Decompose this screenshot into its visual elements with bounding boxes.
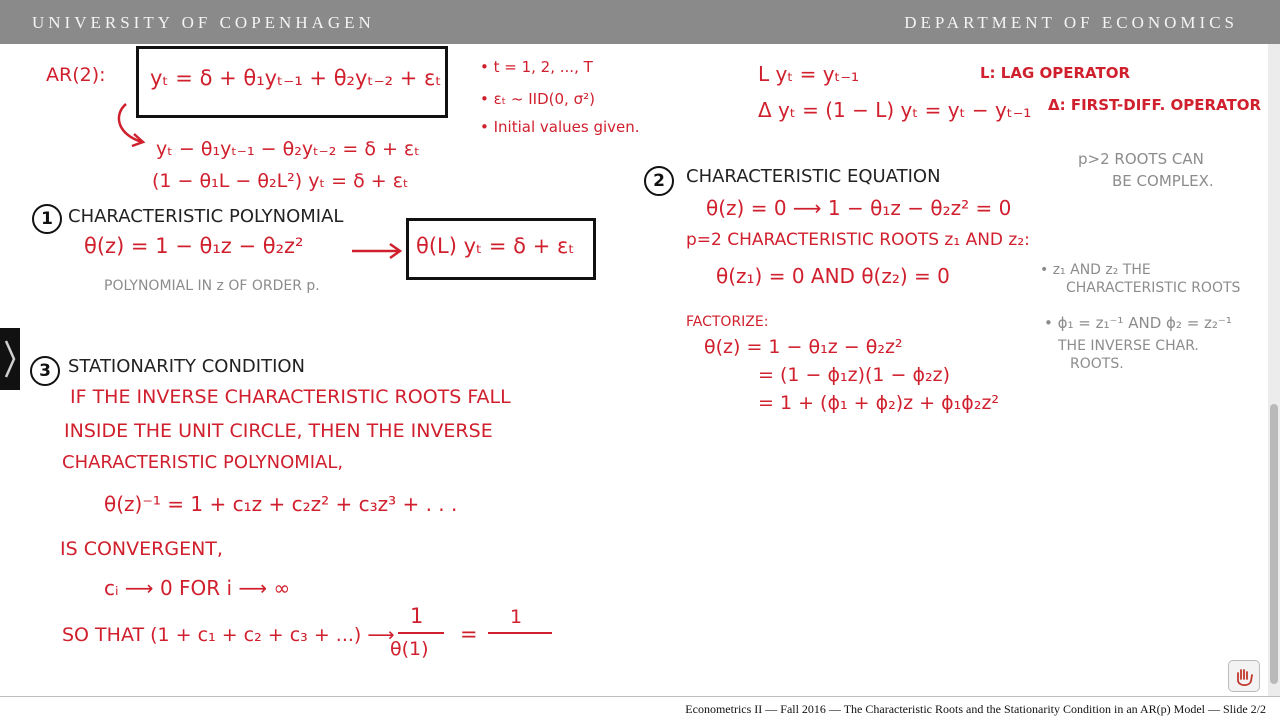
side-note-complex-2: BE COMPLEX. xyxy=(1112,172,1214,190)
side-note-inverse-1: • ϕ₁ = z₁⁻¹ AND ϕ₂ = z₂⁻¹ xyxy=(1044,314,1232,332)
vertical-scrollbar[interactable] xyxy=(1268,44,1280,696)
university-name: UNIVERSITY OF COPENHAGEN xyxy=(32,13,375,32)
section-2-number: 2 xyxy=(644,166,674,196)
section-1-number: 1 xyxy=(32,204,62,234)
lag-operator-name: L: LAG OPERATOR xyxy=(980,64,1130,82)
condition-initial: • Initial values given. xyxy=(480,118,640,136)
footer-text: Econometrics II — Fall 2016 — The Characteristic Roots and the Stationarity Condition in an AR(p) Model — Slide 2/2 xyxy=(685,702,1266,716)
fraction-denominator: θ(1) xyxy=(390,638,429,660)
side-note-inverse-3: ROOTS. xyxy=(1070,356,1124,372)
side-note-inverse-2: THE INVERSE CHAR. xyxy=(1058,338,1199,354)
characteristic-equation: θ(z) = 0 ⟶ 1 − θ₁z − θ₂z² = 0 xyxy=(706,196,1012,220)
side-note-complex-1: p>2 ROOTS CAN xyxy=(1078,150,1204,168)
factorize-label: FACTORIZE: xyxy=(686,314,769,330)
stationarity-line-1: IF THE INVERSE CHARACTERISTIC ROOTS FALL xyxy=(70,386,511,408)
hand-pointer-icon xyxy=(1229,661,1259,691)
fraction-bar xyxy=(398,632,444,634)
slide-header xyxy=(0,0,1280,44)
implies-arrow-icon xyxy=(350,240,406,262)
characteristic-roots-line: p=2 CHARACTERISTIC ROOTS z₁ AND z₂: xyxy=(686,230,1030,250)
so-that-line: SO THAT (1 + c₁ + c₂ + c₃ + ...) ⟶ xyxy=(62,624,395,646)
lag-polynomial-equation: θ(L) yₜ = δ + εₜ xyxy=(416,234,575,258)
stationarity-line-3: CHARACTERISTIC POLYNOMIAL, xyxy=(62,452,344,473)
side-note-roots-2: CHARACTERISTIC ROOTS xyxy=(1066,280,1241,296)
section-3-number: 3 xyxy=(30,356,60,386)
section-2-title: CHARACTERISTIC EQUATION xyxy=(686,166,941,187)
section-1-title: CHARACTERISTIC POLYNOMIAL xyxy=(68,206,344,227)
fraction-2-numerator: 1 xyxy=(510,606,523,628)
rewrite-arrow-icon xyxy=(110,100,160,150)
ar-equation: yₜ = δ + θ₁yₜ₋₁ + θ₂yₜ₋₂ + εₜ xyxy=(150,66,442,90)
department-name: DEPARTMENT OF ECONOMICS xyxy=(904,13,1238,32)
rewrite-line-2: (1 − θ₁L − θ₂L²) yₜ = δ + εₜ xyxy=(152,170,409,192)
section-3-title: STATIONARITY CONDITION xyxy=(68,356,306,377)
sidebar-toggle-button[interactable] xyxy=(0,328,20,390)
factorize-line-1: θ(z) = 1 − θ₁z − θ₂z² xyxy=(704,336,903,358)
whiteboard-canvas xyxy=(0,44,1268,696)
stationarity-line-2: INSIDE THE UNIT CIRCLE, THEN THE INVERSE xyxy=(64,420,493,442)
rewrite-line-1: yₜ − θ₁yₜ₋₁ − θ₂yₜ₋₂ = δ + εₜ xyxy=(156,138,420,160)
equals-sign: = xyxy=(460,622,478,646)
condition-t: • t = 1, 2, ..., T xyxy=(480,58,593,76)
inverse-polynomial: θ(z)⁻¹ = 1 + c₁z + c₂z² + c₃z³ + . . . xyxy=(104,492,458,516)
diff-operator-name: Δ: FIRST-DIFF. OPERATOR xyxy=(1048,96,1262,114)
convergent-line: IS CONVERGENT, xyxy=(60,538,223,560)
fraction-numerator: 1 xyxy=(410,604,424,628)
slide-footer xyxy=(0,696,1280,721)
factorize-line-3: = 1 + (ϕ₁ + ϕ₂)z + ϕ₁ϕ₂z² xyxy=(758,392,1000,414)
characteristic-polynomial: θ(z) = 1 − θ₁z − θ₂z² xyxy=(84,234,304,258)
side-note-roots-1: • z₁ AND z₂ THE xyxy=(1040,262,1151,278)
factorize-line-2: = (1 − ϕ₁z)(1 − ϕ₂z) xyxy=(758,364,951,386)
diff-definition: Δ yₜ = (1 − L) yₜ = yₜ − yₜ₋₁ xyxy=(758,98,1032,122)
coefficients-limit: cᵢ ⟶ 0 FOR i ⟶ ∞ xyxy=(104,576,291,600)
lag-definition: L yₜ = yₜ₋₁ xyxy=(758,62,860,86)
hand-tool-button[interactable] xyxy=(1228,660,1260,692)
fraction-2-bar xyxy=(488,632,552,634)
scrollbar-thumb[interactable] xyxy=(1270,404,1278,684)
polynomial-order-note: POLYNOMIAL IN z OF ORDER p. xyxy=(104,278,320,294)
chevron-right-icon xyxy=(3,338,17,380)
roots-equations: θ(z₁) = 0 AND θ(z₂) = 0 xyxy=(716,264,950,288)
condition-eps: • εₜ ~ IID(0, σ²) xyxy=(480,90,595,108)
ar-label: AR(2): xyxy=(46,64,106,86)
